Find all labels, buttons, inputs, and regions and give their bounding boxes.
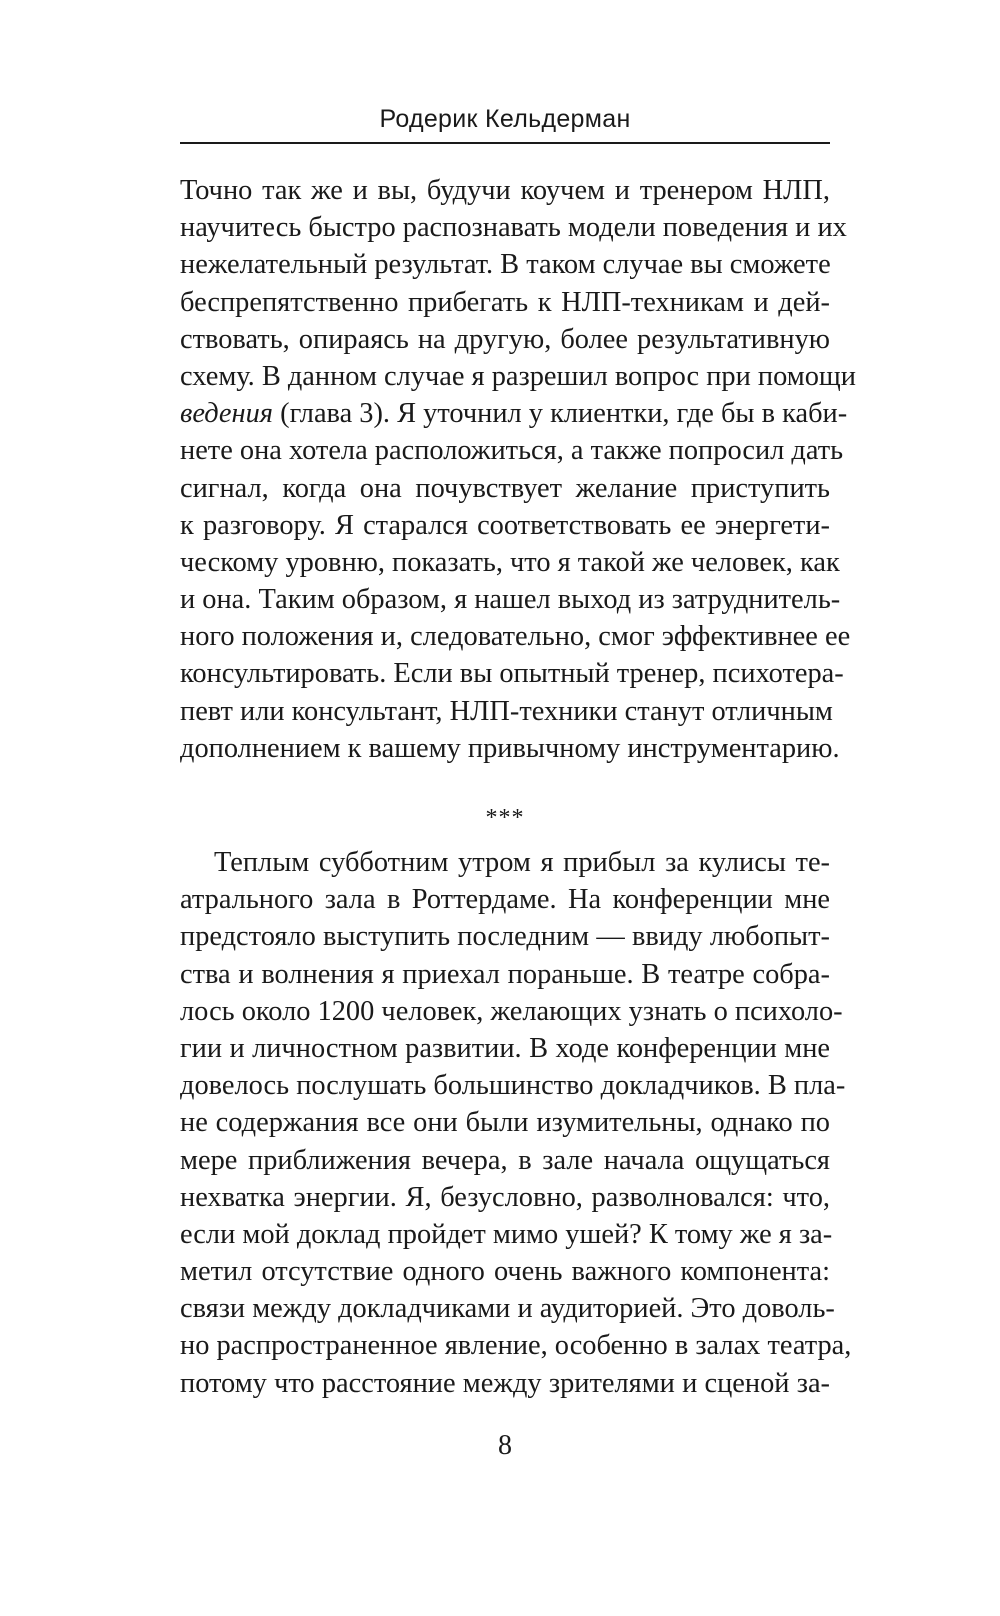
text-line: беспрепятственно прибегать к НЛП-техникам и дей- (180, 286, 830, 318)
text-line (180, 395, 848, 432)
text-line: метил отсутствие одного очень важного компонента: (180, 1256, 830, 1288)
text-line: лось около 1200 человек, желающих узнать о психоло- (180, 995, 843, 1027)
text-line: нете она хотела расположиться, а также попросил дать (180, 435, 844, 467)
text-line: потому что расстояние между зрителями и сценой за- (180, 1367, 830, 1399)
text-line: ствовать, опираясь на другую, более результативную (180, 323, 830, 355)
text-line: ного положения и, следовательно, смог эффективнее ее (180, 621, 851, 653)
text-line: предстояло выступить последним — ввиду любопыт- (180, 921, 830, 953)
text-line: научитесь быстро распознавать модели поведения и их (180, 212, 847, 244)
header-divider (180, 142, 830, 144)
text-line: гии и личностном развитии. В ходе конференции мне (180, 1032, 830, 1064)
text-line: ческому уровню, показать, что я такой же человек, как (180, 546, 840, 578)
text-line: мере приближения вечера, в зале начала ощущаться (180, 1144, 830, 1176)
text-line: дополнением к вашему привычному инструментарию. (180, 732, 840, 764)
text-line: атрального зала в Роттердаме. На конференции мне (180, 884, 830, 916)
text-line: и она. Таким образом, я нашел выход из затруднитель- (180, 584, 841, 616)
text-line: нежелательный результат. В таком случае вы сможете (180, 249, 831, 281)
page-number: 8 (498, 1430, 512, 1461)
text-line: не содержания все они были изумительны, однако по (180, 1107, 830, 1139)
text-line: нехватка энергии. Я, безусловно, разволновался: что, (180, 1181, 830, 1213)
text-line: Теплым субботним утром я прибыл за кулисы те- (214, 847, 830, 878)
text-line: Точно так же и вы, будучи коучем и тренером НЛП, (180, 175, 830, 206)
italic-term: ведения (180, 398, 274, 430)
running-header: Родерик Кельдерман (379, 105, 631, 133)
text-line: если мой доклад пройдет мимо ушей? К тому же я за- (180, 1218, 833, 1250)
text-line: связи между докладчиками и аудиторией. Это доволь- (180, 1293, 835, 1325)
text-line: схему. В данном случае я разрешил вопрос при помощи (180, 360, 856, 392)
paragraph (180, 844, 852, 1402)
text-line: довелось послушать большинство докладчиков. В пла- (180, 1070, 846, 1102)
text-line: сигнал, когда она почувствует желание приступить (180, 472, 830, 504)
text-line: ства и волнения я приехал пораньше. В театре собра- (180, 958, 830, 990)
text-line: консультировать. Если вы опытный тренер, психотера- (180, 658, 844, 690)
section-separator: *** (485, 805, 525, 831)
text-line: но распространенное явление, особенно в залах театра, (180, 1330, 852, 1362)
text-line-rest: (глава 3). Я уточнил у клиентки, где бы в каби- (280, 398, 848, 430)
text-line: к разговору. Я старался соответствовать ее энергети- (180, 509, 830, 541)
paragraph (180, 172, 856, 767)
text-line: певт или консультант, НЛП-техники станут отличным (180, 695, 833, 727)
